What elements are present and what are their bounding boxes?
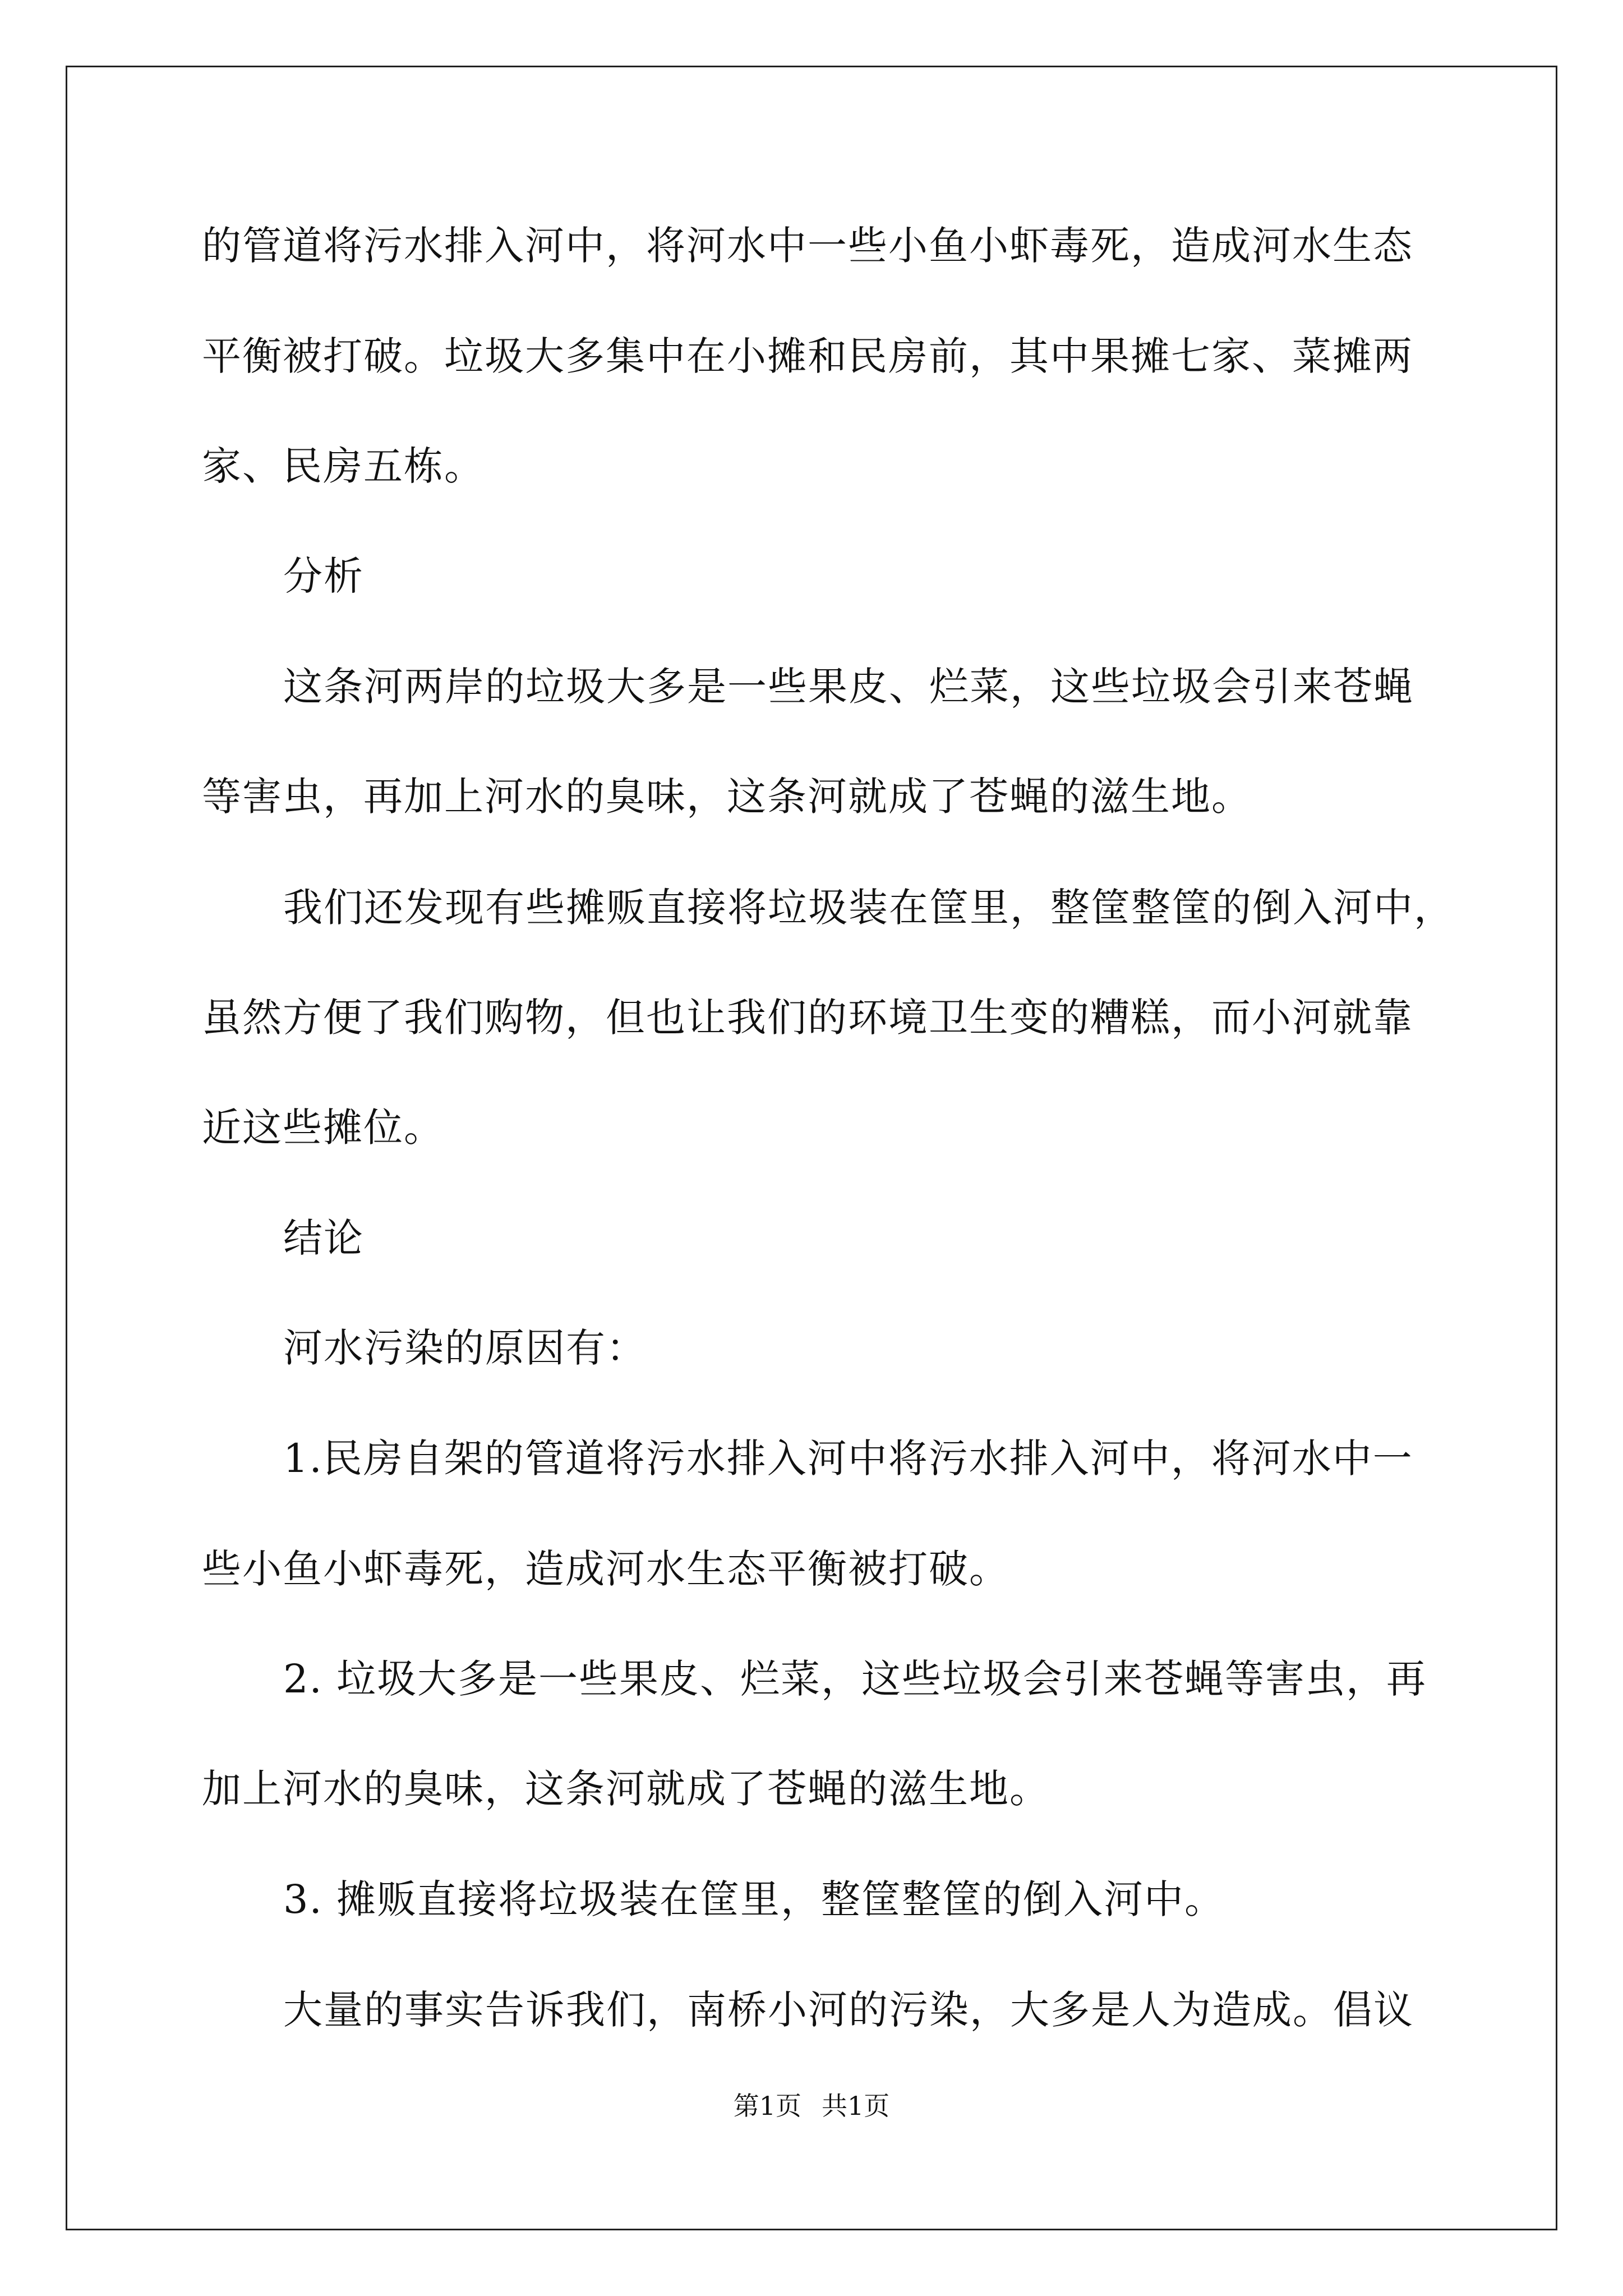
text-line: 些小鱼小虾毒死，造成河水生态平衡被打破。 [202, 1546, 1009, 1592]
text-line: 河水污染的原因有： [283, 1325, 647, 1371]
text-line: 等害虫，再加上河水的臭味，这条河就成了苍蝇的滋生地。 [202, 774, 1252, 820]
text-line: 平衡被打破。垃圾大多集中在小摊和民房前，其中果摊七家、菜摊两 [202, 333, 1413, 379]
list-item-3: 3. 摊贩直接将垃圾装在筐里，整筐整筐的倒入河中。 [283, 1876, 1225, 1922]
text-line: 加上河水的臭味，这条河就成了苍蝇的滋生地。 [202, 1766, 1050, 1812]
text-line: 家、民房五栋。 [202, 443, 485, 489]
text-line: 这条河两岸的垃圾大多是一些果皮、烂菜，这些垃圾会引来苍蝇 [283, 664, 1414, 710]
text-line: 的管道将污水排入河中，将河水中一些小鱼小虾毒死，造成河水生态 [202, 223, 1413, 269]
page-footer [0, 2089, 1623, 2123]
text-line: 虽然方便了我们购物，但也让我们的环境卫生变的糟糕，而小河就靠 [202, 995, 1413, 1041]
list-item-1: 1.民房自架的管道将污水排入河中将污水排入河中，将河水中一 [283, 1435, 1413, 1481]
text-line: 大量的事实告诉我们，南桥小河的污染，大多是人为造成。倡议 [283, 1987, 1414, 2033]
section-heading-analysis: 分析 [283, 553, 364, 599]
page-total: 共1页 [822, 2091, 890, 2121]
text-line: 近这些摊位。 [202, 1105, 444, 1151]
section-heading-conclusion: 结论 [283, 1215, 364, 1261]
text-line: 我们还发现有些摊贩直接将垃圾装在筐里，整筐整筐的倒入河中， [283, 885, 1454, 931]
list-item-2: 2. 垃圾大多是一些果皮、烂菜，这些垃圾会引来苍蝇等害虫，再 [283, 1656, 1427, 1702]
page-number: 第1页 [733, 2091, 801, 2121]
